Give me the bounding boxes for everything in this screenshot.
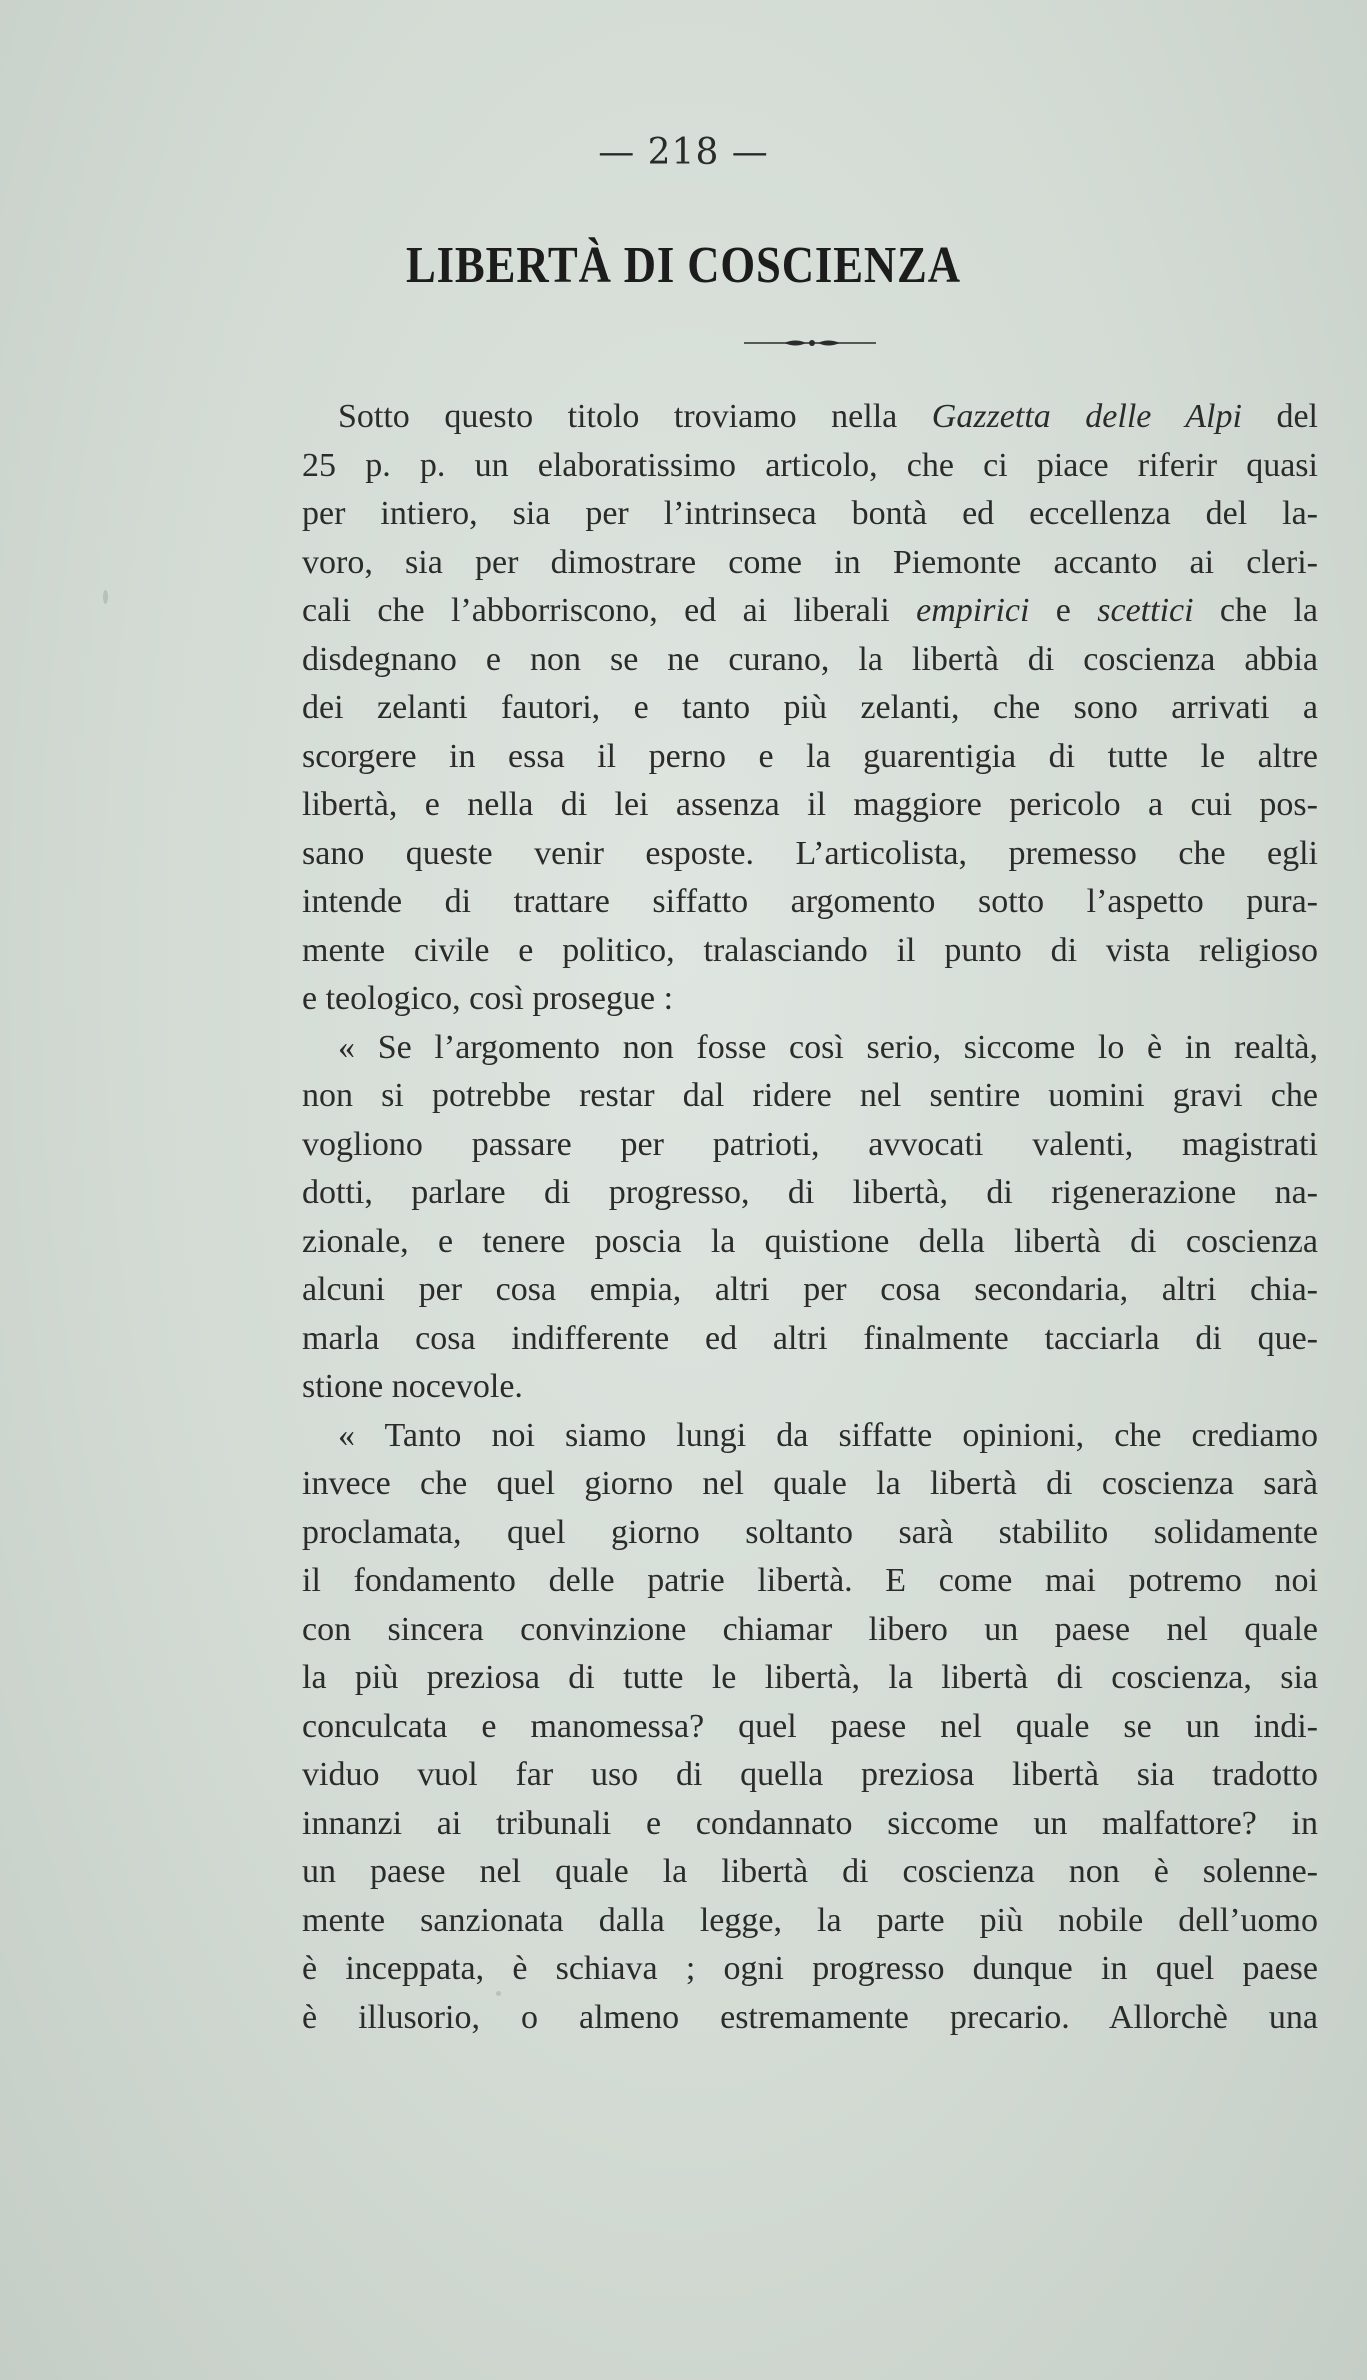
text-line: [302, 1751, 1318, 1800]
line-text: mente civile e politico, tralasciando il punto di vista religioso: [302, 931, 1318, 969]
text-line: [302, 1218, 1318, 1267]
text-line: [302, 636, 1318, 685]
line-text: è inceppata, è schiava ; ogni progresso dunque in quel paese: [302, 1950, 1318, 1987]
line-text: non si potrebbe restar dal ridere nel sentire uomini gravi che: [302, 1077, 1318, 1114]
text-line: [302, 733, 1318, 782]
text-line: [302, 1072, 1318, 1121]
text-line: [302, 442, 1318, 491]
text-line: [302, 1315, 1318, 1364]
line-text: dei zelanti fautori, e tanto più zelanti, che sono arrivati a: [302, 689, 1318, 726]
line-text: il fondamento delle patrie libertà. E come mai potremo noi: [302, 1562, 1318, 1599]
text-line: [302, 830, 1318, 879]
italic-text: empirici: [916, 592, 1030, 629]
text-line: [302, 1121, 1318, 1170]
line-text: un paese nel quale la libertà di coscienza non è solenne-: [302, 1853, 1318, 1890]
line-text: sano queste venir esposte. L’articolista, premesso che egli: [302, 834, 1318, 872]
line-text: e teologico, così prosegue :: [302, 980, 674, 1017]
text-line: [302, 1897, 1318, 1946]
line-text: per intiero, sia per l’intrinseca bontà ed eccellenza del la-: [302, 495, 1318, 532]
text-line: [302, 878, 1318, 927]
text-line: [302, 1994, 1318, 2043]
line-text: « Tanto noi siamo lungi da siffatte opinioni, che crediamo: [338, 1416, 1318, 1454]
line-text: conculcata e manomessa? quel paese nel quale se un indi-: [302, 1707, 1318, 1745]
text-line: [302, 490, 1318, 539]
text-line: [302, 1363, 1318, 1412]
text-line: [302, 1654, 1318, 1703]
italic-text: scettici: [1097, 592, 1194, 629]
line-text: del: [1241, 398, 1318, 435]
line-text: 25 p. p. un elaboratissimo articolo, che ci piace riferir quasi: [302, 446, 1318, 484]
line-text: viduo vuol far uso di quella preziosa libertà sia tradotto: [302, 1756, 1318, 1793]
text-line: [302, 587, 1318, 636]
text-line: [302, 1169, 1318, 1218]
line-text: e: [1029, 592, 1098, 629]
text-line: [302, 1557, 1318, 1606]
article-title: LIBERTÀ DI COSCIENZA: [405, 237, 961, 294]
line-text: intende di trattare siffatto argomento sotto l’aspetto pura-: [302, 883, 1318, 920]
line-text: innanzi ai tribunali e condannato siccome un malfattore? in: [302, 1804, 1318, 1842]
line-text: libertà, e nella di lei assenza il maggiore pericolo a cui pos-: [302, 786, 1318, 823]
line-text: proclamata, quel giorno soltanto sarà stabilito solidamente: [302, 1513, 1318, 1551]
line-text: « Se l’argomento non fosse così serio, siccome lo è in realtà,: [338, 1028, 1318, 1066]
line-text: voro, sia per dimostrare come in Piemonte accanto ai cleri-: [302, 543, 1318, 581]
line-text: dotti, parlare di progresso, di libertà, di rigenerazione na-: [302, 1174, 1318, 1211]
text-line: [302, 1024, 1318, 1073]
line-text: mente sanzionata dalla legge, la parte più nobile dell’uomo: [302, 1901, 1318, 1939]
line-text: scorgere in essa il perno e la guarentigia di tutte le altre: [302, 737, 1318, 775]
text-line: [302, 393, 1318, 442]
text-line: [302, 1412, 1318, 1461]
text-line: [302, 1606, 1318, 1655]
paper-blemish: [103, 590, 108, 604]
line-text: Sotto questo titolo troviamo nella: [338, 398, 932, 435]
text-line: [302, 1848, 1318, 1897]
line-text: invece che quel giorno nel quale la libertà di coscienza sarà: [302, 1465, 1318, 1502]
text-line: [302, 975, 1318, 1024]
line-text: con sincera convinzione chiamar libero un paese nel quale: [302, 1610, 1318, 1648]
line-text: che la: [1193, 592, 1319, 629]
text-line: [302, 539, 1318, 588]
line-text: stione nocevole.: [302, 1368, 523, 1405]
line-text: disdegnano e non se ne curano, la libertà di coscienza abbia: [302, 640, 1318, 678]
line-text: la più preziosa di tutte le libertà, la libertà di coscienza, sia: [302, 1659, 1318, 1696]
text-line: [302, 1460, 1318, 1509]
text-line: [302, 1266, 1318, 1315]
article-body: [302, 393, 1318, 2042]
line-text: zionale, e tenere poscia la quistione della libertà di coscienza: [302, 1222, 1318, 1260]
text-line: [302, 927, 1318, 976]
text-line: [302, 1800, 1318, 1849]
line-text: marla cosa indifferente ed altri finalmente tacciarla di que-: [302, 1319, 1318, 1357]
italic-text: Gazzetta delle Alpi: [931, 398, 1242, 435]
line-text: vogliono passare per patrioti, avvocati valenti, magistrati: [302, 1125, 1318, 1163]
text-line: [302, 1509, 1318, 1558]
text-line: [302, 781, 1318, 830]
page-number: — 218 —: [598, 132, 769, 173]
line-text: alcuni per cosa empia, altri per cosa secondaria, altri chia-: [302, 1271, 1318, 1308]
line-text: è illusorio, o almeno estremamente precario. Allorchè una: [302, 1998, 1318, 2036]
line-text: cali che l’abborriscono, ed ai liberali: [302, 592, 917, 629]
text-line: [302, 1945, 1318, 1994]
title-ornament: [744, 336, 876, 350]
text-line: [302, 1703, 1318, 1752]
text-line: [302, 684, 1318, 733]
